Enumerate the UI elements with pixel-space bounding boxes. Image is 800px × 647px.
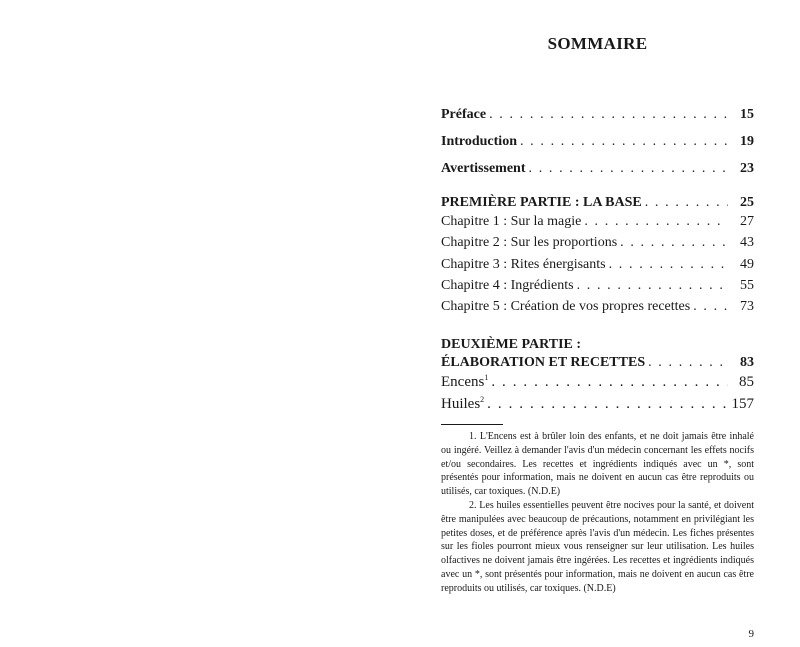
toc-entry-label xyxy=(441,394,484,414)
toc-entry-part1[interactable] xyxy=(441,193,754,213)
part2-heading: DEUXIÈME PARTIE : xyxy=(441,337,582,352)
dot-leader xyxy=(620,233,728,253)
footnote-1: 1. L'Encens est à brûler loin des enfants, et ne doit jamais être inhalé ou ingéré. Veillez à demander l'avis d'un médecin concernant les effets nocifs et/ou secondaires. Les recettes et ingrédients indiqués avec un *, sont présentés pour information, mais ne doivent en aucun cas être reproduits ou utilisés, car toxiques. (N.D.E) xyxy=(441,431,754,498)
toc-entry-page: 23 xyxy=(740,161,754,176)
dot-leader xyxy=(489,105,728,125)
page-title: SOMMAIRE xyxy=(547,34,648,53)
toc-entry-page: 15 xyxy=(740,107,754,122)
toc-entry-page: 157 xyxy=(731,396,754,412)
toc-entry-chapter-4[interactable] xyxy=(441,276,754,296)
toc-entry-label: Chapitre 4 : Ingrédients xyxy=(441,278,574,293)
footnote-2: 2. Les huiles essentielles peuvent être nocives pour la santé, et doivent être manipulées avec beaucoup de précautions, notamment en privilégiant les petites doses, et de préférence après l'avis d'un médecin. Les fiches présentes sur les fioles pourront mieux vous renseigner sur leur utilisation. Les huiles olfactives ne doivent jamais être ingérées. Les recettes et ingrédients indiqués avec un *, sont présentés pour information, mais ne doivent en aucun cas être reproduits ou utilisés, car toxiques. (N.D.E) xyxy=(441,499,754,594)
toc-entry-page: 55 xyxy=(740,278,754,293)
dot-leader xyxy=(609,255,728,275)
toc-entry-label: Chapitre 5 : Création de vos propres recettes xyxy=(441,299,691,314)
toc-entry-avertissement[interactable] xyxy=(441,159,754,179)
toc-entry-page: 25 xyxy=(740,195,754,210)
page-number: 9 xyxy=(748,628,754,640)
footnote-ref[interactable]: 2 xyxy=(480,395,485,404)
toc-entry-chapter-3[interactable] xyxy=(441,255,754,275)
dot-leader xyxy=(584,212,728,232)
toc-entry-chapter-1[interactable] xyxy=(441,212,754,232)
toc-entry-label: Chapitre 3 : Rites énergisants xyxy=(441,257,606,272)
toc-entry-label: Chapitre 1 : Sur la magie xyxy=(441,214,582,229)
dot-leader xyxy=(645,193,728,213)
toc-entry-label: ÉLABORATION ET RECETTES xyxy=(441,355,646,370)
toc-entry-page: 49 xyxy=(740,257,754,272)
toc-entry-label-text: Huiles xyxy=(441,396,481,412)
toc-entry-label: Chapitre 2 : Sur les proportions xyxy=(441,235,618,250)
toc-entry-label: Préface xyxy=(441,107,487,122)
toc-entry-preface[interactable] xyxy=(441,105,754,125)
dot-leader xyxy=(648,353,728,373)
toc-entry-introduction[interactable] xyxy=(441,132,754,152)
toc-entry-part2[interactable] xyxy=(441,353,754,373)
toc-entry-page: 19 xyxy=(740,134,754,149)
dot-leader xyxy=(693,297,728,317)
dot-leader xyxy=(487,394,727,414)
dot-leader xyxy=(577,276,728,296)
toc-entry-page: 85 xyxy=(739,374,754,390)
toc-entry-label: Introduction xyxy=(441,134,517,149)
toc-entry-label: Avertissement xyxy=(441,161,526,176)
toc-entry-huiles[interactable] xyxy=(441,394,754,414)
toc-entry-label xyxy=(441,372,488,392)
toc-entry-page: 27 xyxy=(740,214,754,229)
toc-entry-page: 43 xyxy=(740,235,754,250)
toc-entry-chapter-5[interactable] xyxy=(441,297,754,317)
toc-entry-page: 73 xyxy=(740,299,754,314)
toc-entry-label-text: Encens xyxy=(441,374,485,390)
toc-entry-label: PREMIÈRE PARTIE : LA BASE xyxy=(441,195,642,210)
toc-entry-page: 83 xyxy=(740,355,754,370)
dot-leader xyxy=(520,132,728,152)
footnotes xyxy=(441,430,754,596)
dot-leader xyxy=(491,372,728,392)
toc-entry-chapter-2[interactable] xyxy=(441,233,754,253)
dot-leader xyxy=(529,159,729,179)
toc-entry-encens[interactable] xyxy=(441,372,754,392)
footnote-ref[interactable]: 1 xyxy=(484,373,489,382)
footnote-separator xyxy=(441,424,503,425)
